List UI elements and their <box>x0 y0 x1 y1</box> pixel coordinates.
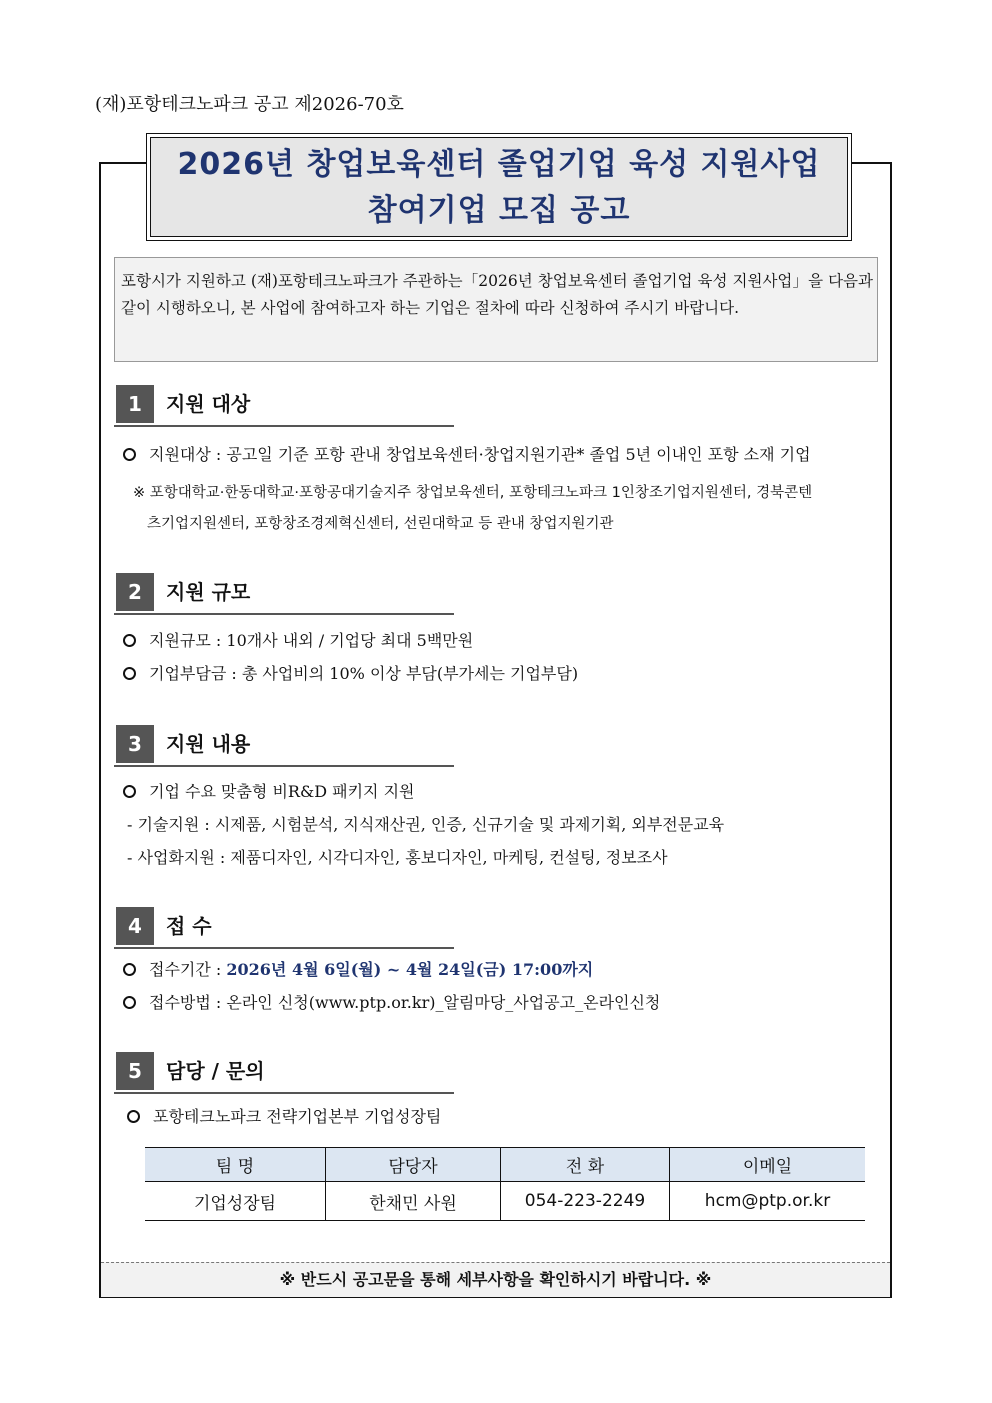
intro-paragraph: 포항시가 지원하고 (재)포항테크노파크가 주관하는「2026년 창업보육센터 졸업기업 육성 지원사업」을 다음과 같이 시행하오니, 본 사업에 참여하고자 하는 기업은 절차에 따라 신청하여 주시기 바랍니다. <box>114 257 878 362</box>
section-number: 4 <box>116 907 154 945</box>
list-item: 기업부담금 : 총 사업비의 10% 이상 부담(부가세는 기업부담) <box>123 661 578 684</box>
table-header: 팀 명 <box>145 1148 326 1182</box>
circle-bullet-icon <box>123 963 136 976</box>
table-header: 담당자 <box>326 1148 501 1182</box>
list-item: 기업 수요 맞춤형 비R&D 패키지 지원 <box>123 779 414 802</box>
table-cell: 기업성장팀 <box>145 1182 326 1221</box>
circle-bullet-icon <box>123 785 136 798</box>
sub-item: - 기술지원 : 시제품, 시험분석, 지식재산권, 인증, 신규기술 및 과제기획, 외부전문교육 <box>127 815 725 834</box>
footer-notice: ※ 반드시 공고문을 통해 세부사항을 확인하시기 바랍니다. ※ <box>101 1262 890 1297</box>
table-cell: 054-223-2249 <box>501 1182 670 1221</box>
list-item: 지원규모 : 10개사 내외 / 기업당 최대 5백만원 <box>123 628 473 651</box>
section-number: 2 <box>116 573 154 611</box>
table-header: 전 화 <box>501 1148 670 1182</box>
list-item: 접수방법 : 온라인 신청(www.ptp.or.kr)_알림마당_사업공고_온라인신청 <box>123 990 660 1013</box>
table-row <box>145 1182 865 1221</box>
notice-number: (재)포항테크노파크 공고 제2026-70호 <box>95 94 404 115</box>
section-title: 접 수 <box>166 914 212 938</box>
section-3-header <box>114 725 454 767</box>
list-item: 포항테크노파크 전략기업본부 기업성장팀 <box>127 1104 441 1127</box>
circle-bullet-icon <box>123 996 136 1009</box>
section-5-header <box>114 1052 454 1094</box>
application-period: 2026년 4월 6일(월) ~ 4월 24일(금) 17:00까지 <box>226 960 594 979</box>
table-cell: 한채민 사원 <box>326 1182 501 1221</box>
section-1-header <box>114 385 454 427</box>
circle-bullet-icon <box>127 1110 140 1123</box>
section-2-header <box>114 573 454 615</box>
circle-bullet-icon <box>123 634 136 647</box>
section-number: 5 <box>116 1052 154 1090</box>
title-box <box>150 137 848 237</box>
contact-table <box>145 1147 865 1221</box>
circle-bullet-icon <box>123 448 136 461</box>
section-number: 1 <box>116 385 154 423</box>
section-title: 지원 규모 <box>166 580 251 604</box>
note-line: 츠기업지원센터, 포항창조경제혁신센터, 선린대학교 등 관내 창업지원기관 <box>147 516 614 532</box>
title-line-1: 2026년 창업보육센터 졸업기업 육성 지원사업 <box>177 147 821 182</box>
table-header: 이메일 <box>670 1148 866 1182</box>
list-item: 지원대상 : 공고일 기준 포항 관내 창업보육센터·창업지원기관* 졸업 5년 이내인 포항 소재 기업 <box>123 442 811 465</box>
circle-bullet-icon <box>123 667 136 680</box>
section-number: 3 <box>116 725 154 763</box>
section-title: 담당 / 문의 <box>166 1059 265 1083</box>
section-title: 지원 대상 <box>166 392 251 416</box>
section-title: 지원 내용 <box>166 732 251 756</box>
note-line: ※ 포항대학교·한동대학교·포항공대기술지주 창업보육센터, 포항테크노파크 1인창조기업지원센터, 경북콘텐 <box>133 485 813 501</box>
list-item: 접수기간 : 2026년 4월 6일(월) ~ 4월 24일(금) 17:00까지 <box>123 957 593 980</box>
email-cell[interactable]: hcm@ptp.or.kr <box>670 1182 866 1221</box>
title-line-2: 참여기업 모집 공고 <box>367 193 631 228</box>
sub-item: - 사업화지원 : 제품디자인, 시각디자인, 홍보디자인, 마케팅, 컨설팅, 정보조사 <box>127 848 668 867</box>
section-4-header <box>114 907 454 949</box>
